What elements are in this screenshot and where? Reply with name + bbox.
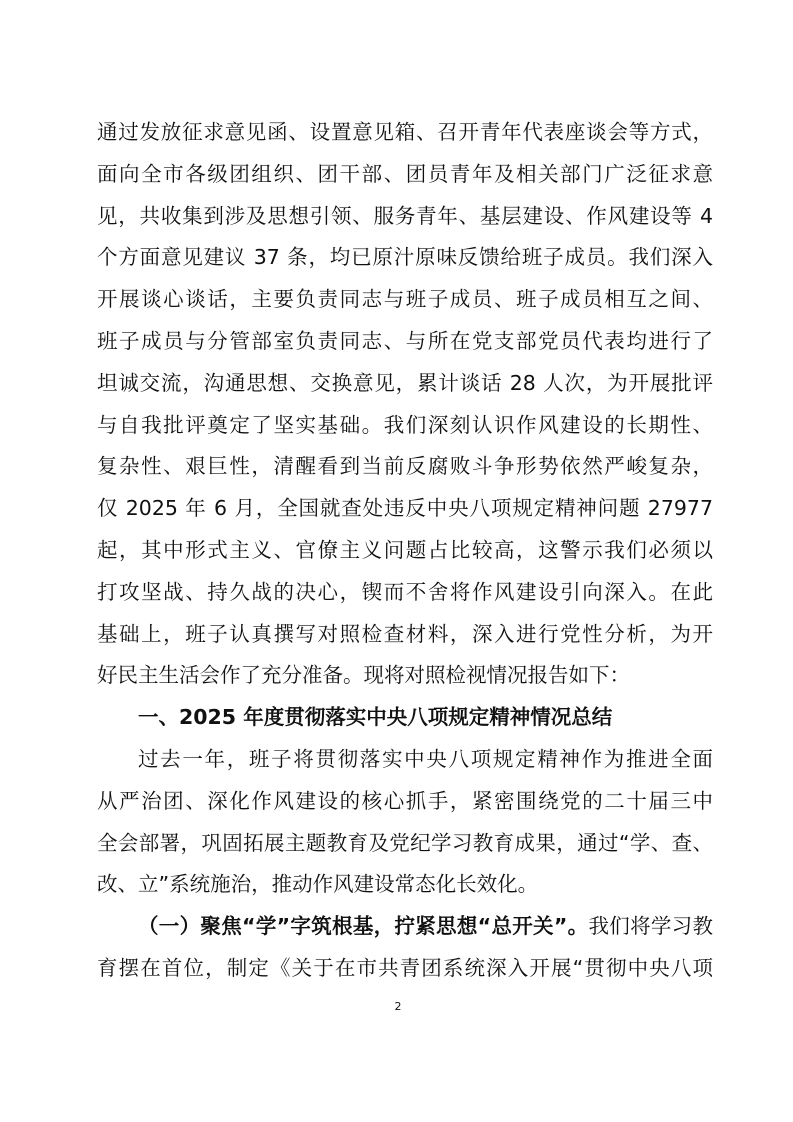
text-line: 坦诚交流，沟通思想、交换意见，累计谈话 28 人次，为开展批评 bbox=[97, 370, 713, 395]
text-line: 育摆在首位，制定《关于在市共青团系统深入开展“贯彻中央八项 bbox=[97, 956, 713, 980]
text-line: 过去一年，班子将贯彻落实中央八项规定精神作为推进全面 bbox=[138, 747, 713, 771]
text-line: 从严治团、深化作风建设的核心抓手，紧密围绕党的二十届三中 bbox=[97, 788, 713, 813]
subsection-heading: （一）聚焦“学”字筑根基，拧紧思想“总开关”。 bbox=[138, 914, 589, 939]
text-line: 起，其中形式主义、官僚主义问题占比较高，这警示我们必须以 bbox=[97, 538, 713, 562]
text-line: 面向全市各级团组织、团干部、团员青年及相关部门广泛征求意 bbox=[97, 161, 713, 186]
text-line: 好民主生活会作了充分准备。现将对照检视情况报告如下： bbox=[97, 663, 630, 688]
text-line: 见，共收集到涉及思想引领、服务青年、基层建设、作风建设等 4 bbox=[97, 203, 713, 228]
text-line: 班子成员与分管部室负责同志、与所在党支部党员代表均进行了 bbox=[97, 329, 713, 353]
subsection-lead-line bbox=[138, 913, 713, 939]
text-line: 个方面意见建议 37 条，均已原汁原味反馈给班子成员。我们深入 bbox=[97, 245, 713, 270]
section-heading: 一、2025 年度贯彻落实中央八项规定精神情况总结 bbox=[138, 705, 613, 730]
text-line: 打攻坚战、持久战的决心，锲而不舍将作风建设引向深入。在此 bbox=[97, 579, 713, 604]
text-line: 复杂性、艰巨性，清醒看到当前反腐败斗争形势依然严峻复杂， bbox=[97, 454, 713, 479]
page-number: 2 bbox=[394, 1000, 402, 1013]
body-text: 我们将学习教 bbox=[588, 914, 713, 939]
text-line: 改、立”系统施治，推动作风建设常态化长效化。 bbox=[97, 872, 539, 897]
text-line: 通过发放征求意见函、设置意见箱、召开青年代表座谈会等方式， bbox=[97, 120, 713, 144]
text-line: 仅 2025 年 6 月，全国就查处违反中央八项规定精神问题 27977 bbox=[97, 496, 713, 521]
text-line: 与自我批评奠定了坚实基础。我们深刻认识作风建设的长期性、 bbox=[97, 412, 713, 437]
text-line: 全会部署，巩固拓展主题教育及党纪学习教育成果，通过“学、查、 bbox=[97, 830, 713, 855]
text-line: 基础上，班子认真撰写对照检查材料，深入进行党性分析，为开 bbox=[97, 621, 713, 646]
text-line: 开展谈心谈话，主要负责同志与班子成员、班子成员相互之间、 bbox=[97, 287, 713, 312]
